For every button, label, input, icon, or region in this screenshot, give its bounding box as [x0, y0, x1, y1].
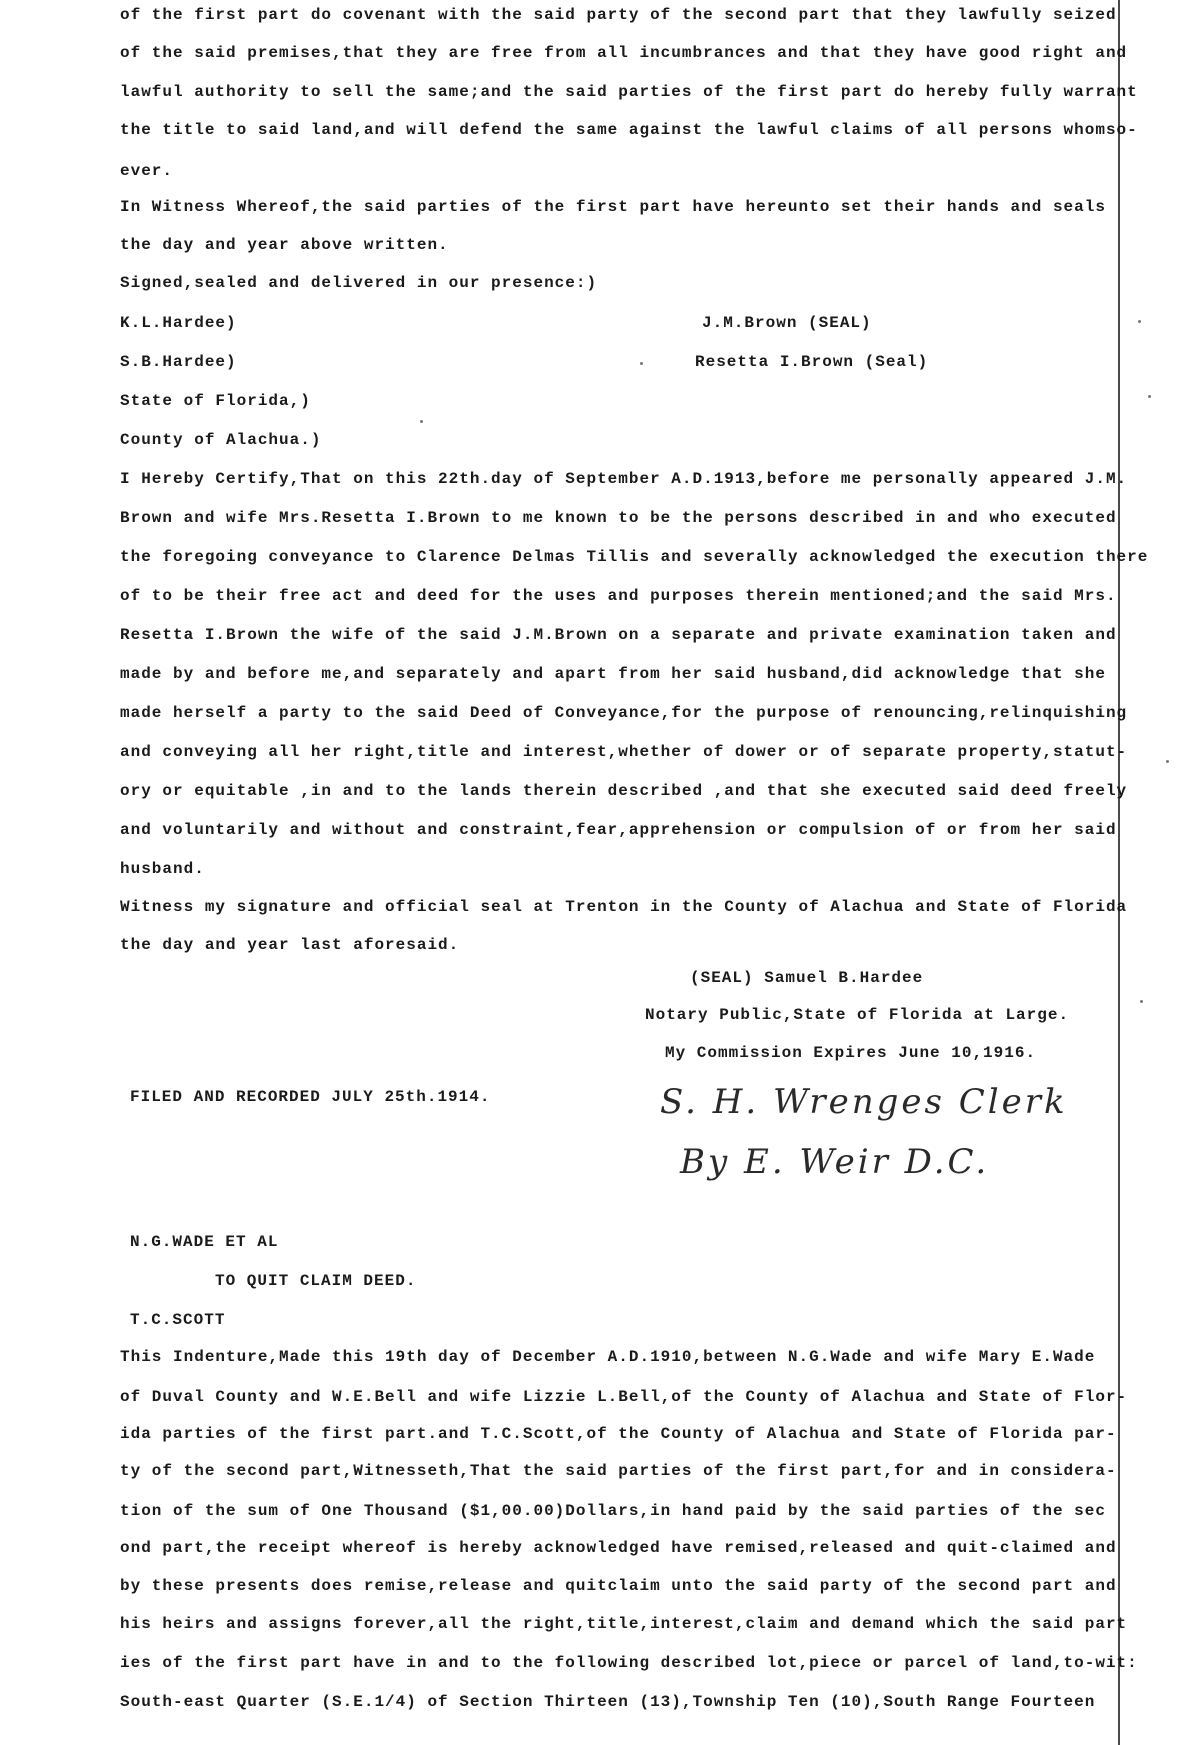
notary-commission: My Commission Expires June 10,1916. — [665, 1044, 1037, 1062]
deed-line: of the first part do covenant with the said party of the second part that they lawfully seized — [120, 6, 1117, 24]
quit-claim-line: This Indenture,Made this 19th day of December A.D.1910,between N.G.Wade and wife Mary E.Wade — [120, 1348, 1096, 1366]
notary-title: Notary Public,State of Florida at Large. — [645, 1006, 1070, 1024]
deed-line: of the said premises,that they are free from all incumbrances and that they have good right and — [120, 44, 1128, 62]
certificate-line: I Hereby Certify,That on this 22th.day of September A.D.1913,before me personally appeared J.M. — [120, 470, 1128, 488]
certificate-line: the day and year last aforesaid. — [120, 936, 460, 954]
quit-claim-line: tion of the sum of One Thousand ($1,00.00)Dollars,in hand paid by the said parties of the sec — [120, 1502, 1106, 1520]
quit-claim-line: of Duval County and W.E.Bell and wife Lizzie L.Bell,of the County of Alachua and State of Flor- — [120, 1388, 1128, 1406]
deed-line: the day and year above written. — [120, 236, 449, 254]
certificate-line: husband. — [120, 860, 205, 878]
grantee-header: T.C.SCOTT — [130, 1311, 226, 1329]
quit-claim-line: South-east Quarter (S.E.1/4) of Section Thirteen (13),Township Ten (10),South Range Fourteen — [120, 1693, 1096, 1711]
deputy-clerk-signature: By E. Weir D.C. — [680, 1142, 990, 1182]
quit-claim-line: ty of the second part,Witnesseth,That the said parties of the first part,for and in considera- — [120, 1462, 1117, 1480]
deed-line: lawful authority to sell the same;and the said parties of the first part do hereby fully warrant — [120, 83, 1138, 101]
notary-name: (SEAL) Samuel B.Hardee — [690, 969, 924, 987]
scan-speck — [1138, 320, 1141, 323]
certificate-line: made by and before me,and separately and apart from her said husband,did acknowledge that she — [120, 665, 1106, 683]
deed-line: ever. — [120, 162, 174, 180]
quit-claim-line: ida parties of the first part.and T.C.Scott,of the County of Alachua and State of Florida par- — [120, 1425, 1117, 1443]
certificate-line: and voluntarily and without and constraint,fear,apprehension or compulsion of or from her said — [120, 821, 1117, 839]
witness-name: S.B.Hardee) — [120, 353, 237, 371]
scan-speck — [1140, 1000, 1143, 1003]
deed-line: In Witness Whereof,the said parties of the first part have hereunto set their hands and seals — [120, 198, 1106, 216]
grantor-signature: J.M.Brown (SEAL) — [702, 314, 872, 332]
venue-state: State of Florida,) — [120, 392, 311, 410]
quit-claim-line: ies of the first part have in and to the following described lot,piece or parcel of land,to-wit: — [120, 1654, 1138, 1672]
certificate-line: made herself a party to the said Deed of Conveyance,for the purpose of renouncing,relinquishing — [120, 704, 1128, 722]
certificate-line: Witness my signature and official seal at Trenton in the County of Alachua and State of Florida — [120, 898, 1128, 916]
certificate-line: of to be their free act and deed for the uses and purposes therein mentioned;and the said Mrs. — [120, 587, 1117, 605]
deed-type-header: TO QUIT CLAIM DEED. — [215, 1272, 417, 1290]
grantor-header: N.G.WADE ET AL — [130, 1233, 279, 1251]
certificate-line: the foregoing conveyance to Clarence Delmas Tillis and severally acknowledged the execution there — [120, 548, 1149, 566]
certificate-line: ory or equitable ,in and to the lands therein described ,and that she executed said deed freely — [120, 782, 1128, 800]
clerk-signature: S. H. Wrenges Clerk — [660, 1082, 1068, 1122]
filed-recorded-stamp: FILED AND RECORDED JULY 25th.1914. — [130, 1088, 491, 1106]
certificate-line: and conveying all her right,title and interest,whether of dower or of separate property,statut- — [120, 743, 1128, 761]
certificate-line: Resetta I.Brown the wife of the said J.M.Brown on a separate and private examination taken and — [120, 626, 1117, 644]
grantor-signature: Resetta I.Brown (Seal) — [695, 353, 929, 371]
scan-speck — [1166, 760, 1169, 763]
quit-claim-line: by these presents does remise,release and quitclaim unto the said party of the second part and — [120, 1577, 1117, 1595]
certificate-line: Brown and wife Mrs.Resetta I.Brown to me known to be the persons described in and who executed — [120, 509, 1117, 527]
page-edge-line — [1118, 0, 1120, 1745]
scan-speck — [640, 362, 643, 365]
quit-claim-line: ond part,the receipt whereof is hereby acknowledged have remised,released and quit-claimed and — [120, 1539, 1117, 1557]
venue-county: County of Alachua.) — [120, 431, 322, 449]
deed-line: Signed,sealed and delivered in our presence:) — [120, 274, 598, 292]
witness-name: K.L.Hardee) — [120, 314, 237, 332]
scan-speck — [1148, 395, 1151, 398]
scan-speck — [420, 420, 423, 423]
deed-line: the title to said land,and will defend the same against the lawful claims of all persons whomso- — [120, 121, 1138, 139]
quit-claim-line: his heirs and assigns forever,all the right,title,interest,claim and demand which the said part — [120, 1615, 1128, 1633]
